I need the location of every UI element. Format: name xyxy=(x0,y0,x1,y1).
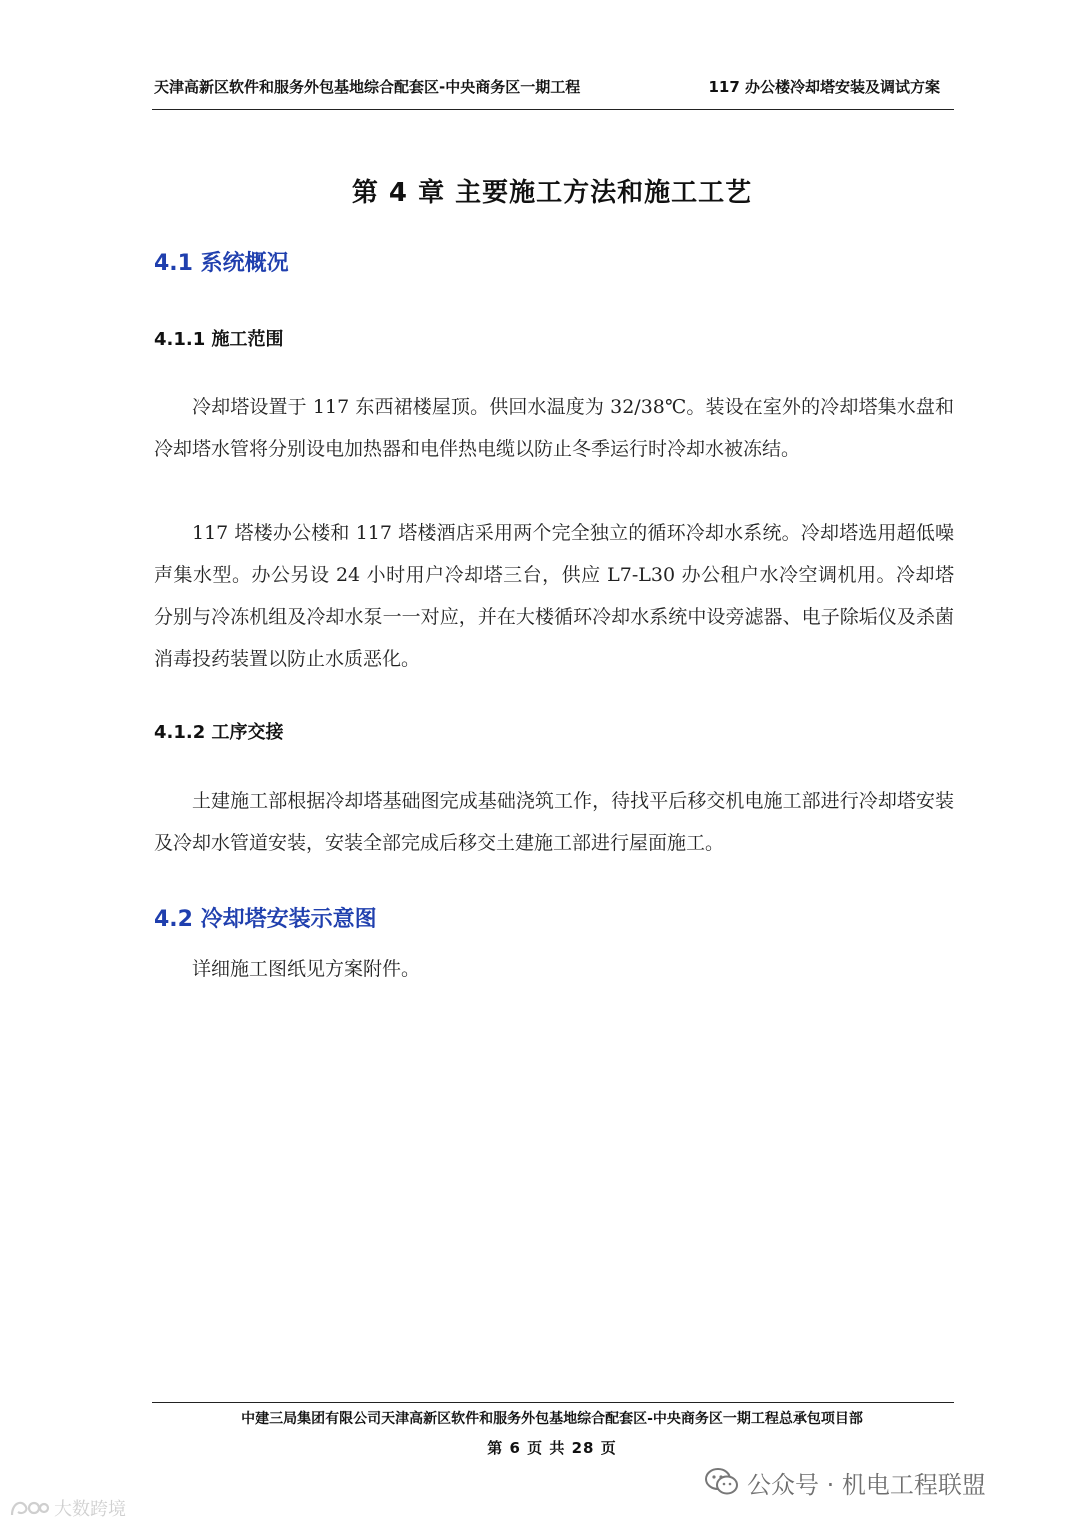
header-divider xyxy=(152,109,954,110)
paragraph-drawing-reference: 详细施工图纸见方案附件。 xyxy=(192,958,421,980)
paragraph-construction-scope-2: 117 塔楼办公楼和 117 塔楼酒店采用两个完全独立的循环冷却水系统。冷却塔选用超低噪声集水型。办公另设 24 小时用户冷却塔三台，供应 L7-L30 办公租户水冷空调机用。冷却塔分别与冷冻机组及冷却水泵一一对应，并在大楼循环冷却水系统中设旁滤器、电子除垢仪及杀菌消毒投药装置以防止水质恶化。 xyxy=(154,522,954,670)
header-project-name: 天津高新区软件和服务外包基地综合配套区-中央商务区一期工程 xyxy=(154,78,581,96)
subsection-heading-4-1-1: 4.1.1 施工范围 xyxy=(154,329,284,350)
footer-divider xyxy=(152,1402,954,1403)
paragraph-construction-scope-1: 冷却塔设置于 117 东西裙楼屋顶。供回水温度为 32/38℃。装设在室外的冷却塔集水盘和冷却塔水管将分别设电加热器和电伴热电缆以防止冬季运行时冷却水被冻结。 xyxy=(154,396,954,460)
paragraph-process-handover: 土建施工部根据冷却塔基础图完成基础浇筑工作，待找平后移交机电施工部进行冷却塔安装及冷却水管道安装，安装全部完成后移交土建施工部进行屋面施工。 xyxy=(154,790,954,854)
footer-page-number: 第 6 页 共 28 页 xyxy=(487,1439,617,1457)
wechat-icon xyxy=(705,1467,739,1497)
section-heading-4-2: 4.2 冷却塔安装示意图 xyxy=(154,907,377,932)
dashu-logo-icon xyxy=(8,1495,50,1521)
footer-organization: 中建三局集团有限公司天津高新区软件和服务外包基地综合配套区-中央商务区一期工程总承包项目部 xyxy=(241,1411,863,1427)
header-document-title: 117 办公楼冷却塔安装及调试方案 xyxy=(708,78,940,96)
chapter-title: 第 4 章 主要施工方法和施工工艺 xyxy=(351,178,753,208)
section-heading-4-1: 4.1 系统概况 xyxy=(154,251,289,276)
watermark-dashu xyxy=(8,1493,126,1523)
subsection-heading-4-1-2: 4.1.2 工序交接 xyxy=(154,722,284,743)
watermark-wechat-account xyxy=(705,1462,986,1502)
watermark-wechat-text: 公众号 · 机电工程联盟 xyxy=(747,1470,986,1499)
watermark-dashu-text: 大数跨境 xyxy=(54,1499,126,1520)
page-header xyxy=(152,76,952,100)
